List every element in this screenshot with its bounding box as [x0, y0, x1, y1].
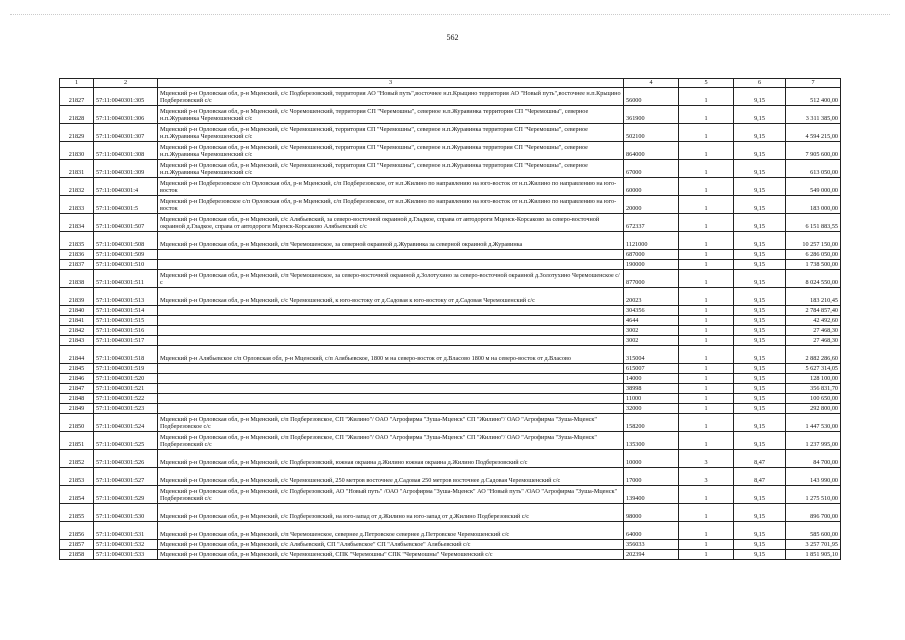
- parcel-area: 3002: [624, 336, 679, 346]
- table-row: [60, 260, 841, 270]
- table-row: [60, 468, 841, 486]
- parcel-description: [158, 326, 624, 336]
- table-row: [60, 316, 841, 326]
- parcel-area: 10000: [624, 450, 679, 468]
- cadastral-number: 57:11:0040301:524: [94, 414, 158, 432]
- row-number: 21829: [60, 124, 94, 142]
- parcel-count: 1: [679, 250, 734, 260]
- parcel-area: 672337: [624, 214, 679, 232]
- table-row: [60, 306, 841, 316]
- row-number: 21847: [60, 384, 94, 394]
- parcel-value: 143 990,00: [786, 468, 841, 486]
- parcel-rate: 9,15: [734, 384, 786, 394]
- cadastral-number: 57:11:0040301:520: [94, 374, 158, 384]
- row-number: 21854: [60, 486, 94, 504]
- table-row: [60, 160, 841, 178]
- parcel-rate: 9,15: [734, 404, 786, 414]
- table-row: [60, 540, 841, 550]
- parcel-count: 3: [679, 468, 734, 486]
- parcel-count: 1: [679, 384, 734, 394]
- parcel-count: 1: [679, 486, 734, 504]
- row-number: 21830: [60, 142, 94, 160]
- parcel-area: 190000: [624, 260, 679, 270]
- parcel-rate: 9,15: [734, 504, 786, 522]
- cadastral-number: 57:11:0040301:516: [94, 326, 158, 336]
- parcel-value: 128 100,00: [786, 374, 841, 384]
- parcel-description: Мценский р-н Орловская обл, р-н Мценский, с/п Черемошенское, севернее д.Петровское севернее д.Петровское Черемошенский с/с: [158, 522, 624, 540]
- cadastral-number: 57:11:0040301:526: [94, 450, 158, 468]
- cadastral-number: 57:11:0040301:508: [94, 232, 158, 250]
- parcel-value: 27 468,30: [786, 336, 841, 346]
- parcel-value: 42 492,60: [786, 316, 841, 326]
- parcel-value: 3 311 385,00: [786, 106, 841, 124]
- parcel-count: 1: [679, 306, 734, 316]
- parcel-area: 32000: [624, 404, 679, 414]
- row-number: 21828: [60, 106, 94, 124]
- cadastral-number: 57:11:0040301:527: [94, 468, 158, 486]
- parcel-area: 502100: [624, 124, 679, 142]
- parcel-value: 6 286 050,00: [786, 250, 841, 260]
- parcel-count: 1: [679, 106, 734, 124]
- row-number: 21838: [60, 270, 94, 288]
- parcel-count: 1: [679, 88, 734, 106]
- parcel-area: 4644: [624, 316, 679, 326]
- table-row: [60, 124, 841, 142]
- row-number: 21833: [60, 196, 94, 214]
- parcel-rate: 9,15: [734, 250, 786, 260]
- cadastral-number: 57:11:0040301:529: [94, 486, 158, 504]
- row-number: 21827: [60, 88, 94, 106]
- table-row: [60, 404, 841, 414]
- scan-artifact-line: [10, 14, 890, 17]
- header-col-7: 7: [786, 79, 841, 88]
- row-number: 21839: [60, 288, 94, 306]
- row-number: 21846: [60, 374, 94, 384]
- parcel-value: 549 000,00: [786, 178, 841, 196]
- table-row: [60, 522, 841, 540]
- parcel-count: 1: [679, 394, 734, 404]
- parcel-count: 1: [679, 540, 734, 550]
- parcel-description: Мценский р-н Орловская обл, р-н Мценский, с/с Подберезовский, территория АО "Новый путь",восточнее н.п.Крыцино территория АО "Новый путь",восточнее н.п.Крыцино Подберезовский с/с: [158, 88, 624, 106]
- table-row: [60, 88, 841, 106]
- cadastral-number: 57:11:0040301:532: [94, 540, 158, 550]
- cadastral-number: 57:11:0040301:517: [94, 336, 158, 346]
- parcel-rate: 9,15: [734, 288, 786, 306]
- cadastral-number: 57:11:0040301:521: [94, 384, 158, 394]
- row-number: 21832: [60, 178, 94, 196]
- parcel-description: [158, 250, 624, 260]
- row-number: 21853: [60, 468, 94, 486]
- parcel-count: 1: [679, 550, 734, 560]
- parcel-description: [158, 364, 624, 374]
- parcel-rate: 9,15: [734, 522, 786, 540]
- parcel-area: 17000: [624, 468, 679, 486]
- cadastral-number: 57:11:0040301:507: [94, 214, 158, 232]
- parcel-rate: 9,15: [734, 214, 786, 232]
- header-col-4: 4: [624, 79, 679, 88]
- row-number: 21852: [60, 450, 94, 468]
- row-number: 21855: [60, 504, 94, 522]
- header-col-1: 1: [60, 79, 94, 88]
- parcel-description: [158, 336, 624, 346]
- parcel-area: 615007: [624, 364, 679, 374]
- parcel-description: [158, 374, 624, 384]
- cadastral-number: 57:11:0040301:514: [94, 306, 158, 316]
- row-number: 21858: [60, 550, 94, 560]
- cadastral-number: 57:11:0040301:307: [94, 124, 158, 142]
- parcel-count: 1: [679, 374, 734, 384]
- parcel-value: 183 210,45: [786, 288, 841, 306]
- land-parcel-table: [59, 78, 841, 560]
- parcel-area: 304356: [624, 306, 679, 316]
- parcel-count: 1: [679, 160, 734, 178]
- parcel-description: [158, 316, 624, 326]
- parcel-value: 5 627 314,05: [786, 364, 841, 374]
- table-row: [60, 364, 841, 374]
- cadastral-number: 57:11:0040301:4: [94, 178, 158, 196]
- parcel-value: 8 024 550,00: [786, 270, 841, 288]
- parcel-rate: 8,47: [734, 450, 786, 468]
- parcel-description: Мценский р-н Подберезовское с/п Орловская обл, р-н Мценский, с/п Подберезовское, от н.п.Жилино по направлению на юго-восток от н.п.Жилино по направлению на юго-восток: [158, 178, 624, 196]
- parcel-description: Мценский р-н Подберезовское с/п Орловская обл, р-н Мценский, с/п Подберезовское, от н.п.Жилино по направлению на юго-восток от н.п.Жилино по направлению на юго-восток: [158, 196, 624, 214]
- parcel-area: 3002: [624, 326, 679, 336]
- parcel-area: 20000: [624, 196, 679, 214]
- parcel-count: 1: [679, 124, 734, 142]
- parcel-rate: 9,15: [734, 336, 786, 346]
- parcel-value: 1 237 995,00: [786, 432, 841, 450]
- parcel-rate: 9,15: [734, 326, 786, 336]
- row-number: 21834: [60, 214, 94, 232]
- parcel-value: 2 882 286,60: [786, 346, 841, 364]
- parcel-area: 315004: [624, 346, 679, 364]
- parcel-area: 98000: [624, 504, 679, 522]
- table-row: [60, 374, 841, 384]
- parcel-count: 1: [679, 522, 734, 540]
- row-number: 21849: [60, 404, 94, 414]
- parcel-description: Мценский р-н Алябьевское с/п Орловская обл, р-н Мценский, с/п Алябьевское, 1800 м на северо-восток от д.Власово 1800 м на северо-восток от д.Власово: [158, 346, 624, 364]
- table-row: [60, 504, 841, 522]
- parcel-count: 1: [679, 142, 734, 160]
- table-row: [60, 270, 841, 288]
- parcel-count: 1: [679, 414, 734, 432]
- parcel-rate: 9,15: [734, 306, 786, 316]
- parcel-description: [158, 260, 624, 270]
- parcel-value: 512 400,00: [786, 88, 841, 106]
- parcel-value: 1 738 500,00: [786, 260, 841, 270]
- header-col-5: 5: [679, 79, 734, 88]
- row-number: 21840: [60, 306, 94, 316]
- parcel-value: 3 257 701,95: [786, 540, 841, 550]
- parcel-rate: 9,15: [734, 124, 786, 142]
- parcel-description: [158, 404, 624, 414]
- parcel-description: [158, 384, 624, 394]
- row-number: 21843: [60, 336, 94, 346]
- parcel-description: Мценский р-н Орловская обл, р-н Мценский, с/с Алябьевский, за северо-восточной окраиной д.Гладкое, справа от автодороги Мценск-Корсаково за северо-восточной окраиной д.Гладкое, справа от автодороги Мценск-Корсаково Алябьевский с/с: [158, 214, 624, 232]
- parcel-description: Мценский р-н Орловская обл, р-н Мценский, с/с Черемошенский, территория СП "Черемошны", северное н.п.Журавинка территория СП "Черемошны", северное н.п.Журавинка Черемошенский с/с: [158, 142, 624, 160]
- parcel-description: Мценский р-н Орловская обл, р-н Мценский, с/с Черемошенский, территория СП "Черемошны", северное н.п.Журавинка территория СП "Черемошны", северное н.п.Журавинка Черемошенский с/с: [158, 160, 624, 178]
- row-number: 21842: [60, 326, 94, 336]
- row-number: 21841: [60, 316, 94, 326]
- parcel-value: 7 905 600,00: [786, 142, 841, 160]
- header-col-3: 3: [158, 79, 624, 88]
- table-row: [60, 196, 841, 214]
- parcel-value: 84 700,00: [786, 450, 841, 468]
- parcel-rate: 9,15: [734, 346, 786, 364]
- parcel-value: 4 594 215,00: [786, 124, 841, 142]
- parcel-count: 1: [679, 326, 734, 336]
- parcel-value: 100 650,00: [786, 394, 841, 404]
- parcel-area: 60000: [624, 178, 679, 196]
- table-row: [60, 142, 841, 160]
- parcel-rate: 9,15: [734, 178, 786, 196]
- parcel-value: 1 851 905,10: [786, 550, 841, 560]
- parcel-rate: 9,15: [734, 414, 786, 432]
- row-number: 21836: [60, 250, 94, 260]
- table-row: [60, 394, 841, 404]
- header-col-6: 6: [734, 79, 786, 88]
- row-number: 21850: [60, 414, 94, 432]
- cadastral-number: 57:11:0040301:309: [94, 160, 158, 178]
- parcel-area: 1121000: [624, 232, 679, 250]
- parcel-area: 877000: [624, 270, 679, 288]
- cadastral-number: 57:11:0040301:519: [94, 364, 158, 374]
- parcel-value: 1 275 510,00: [786, 486, 841, 504]
- parcel-value: 27 468,30: [786, 326, 841, 336]
- cadastral-number: 57:11:0040301:510: [94, 260, 158, 270]
- parcel-description: Мценский р-н Орловская обл, р-н Мценский, с/с Черемошенский, к юго-востоку от д.Садовая к юго-востоку от д.Садовая Черемошенский с/с: [158, 288, 624, 306]
- parcel-count: 1: [679, 364, 734, 374]
- table-row: [60, 326, 841, 336]
- parcel-count: 1: [679, 178, 734, 196]
- cadastral-number: 57:11:0040301:518: [94, 346, 158, 364]
- parcel-area: 158200: [624, 414, 679, 432]
- table-row: [60, 346, 841, 364]
- parcel-count: 1: [679, 214, 734, 232]
- parcel-description: Мценский р-н Орловская обл, р-н Мценский, с/с Черемошенский, СПК "Черемошны" СПК "Черемошны" Черемошенский с/с: [158, 550, 624, 560]
- parcel-rate: 9,15: [734, 316, 786, 326]
- parcel-value: 1 447 530,00: [786, 414, 841, 432]
- parcel-count: 1: [679, 336, 734, 346]
- cadastral-number: 57:11:0040301:5: [94, 196, 158, 214]
- parcel-count: 1: [679, 260, 734, 270]
- row-number: 21848: [60, 394, 94, 404]
- parcel-area: 67000: [624, 160, 679, 178]
- parcel-rate: 9,15: [734, 142, 786, 160]
- table-row: [60, 450, 841, 468]
- cadastral-number: 57:11:0040301:522: [94, 394, 158, 404]
- parcel-description: Мценский р-н Орловская обл, р-н Мценский, с/с Подберезовский, южная окраина д.Жилино южная окраина д.Жилино Подберезовский с/с: [158, 450, 624, 468]
- table-row: [60, 414, 841, 432]
- parcel-count: 1: [679, 316, 734, 326]
- parcel-description: Мценский р-н Орловская обл, р-н Мценский, с/с Черемошенский, территория СП "Черемошны", северное н.п.Журавинка территория СП "Черемошны", северное н.п.Журавинка Черемошенский с/с: [158, 124, 624, 142]
- parcel-value: 292 800,00: [786, 404, 841, 414]
- parcel-rate: 9,15: [734, 374, 786, 384]
- parcel-count: 1: [679, 346, 734, 364]
- cadastral-number: 57:11:0040301:525: [94, 432, 158, 450]
- table-row: [60, 384, 841, 394]
- row-number: 21857: [60, 540, 94, 550]
- parcel-value: 10 257 150,00: [786, 232, 841, 250]
- table-row: [60, 178, 841, 196]
- parcel-count: 1: [679, 270, 734, 288]
- table-row: [60, 250, 841, 260]
- parcel-description: Мценский р-н Орловская обл, р-н Мценский, с/п Подберезовское, СП "Жилино"/ ОАО "Агрофирма "Зуша-Мценск" СП "Жилино"/ ОАО "Агрофирма "Зуша-Мценск" Подберезовский с/с: [158, 432, 624, 450]
- row-number: 21837: [60, 260, 94, 270]
- parcel-rate: 9,15: [734, 394, 786, 404]
- cadastral-number: 57:11:0040301:511: [94, 270, 158, 288]
- table-row: [60, 214, 841, 232]
- parcel-rate: 9,15: [734, 432, 786, 450]
- parcel-rate: 9,15: [734, 270, 786, 288]
- parcel-value: 183 000,00: [786, 196, 841, 214]
- parcel-value: 356 831,70: [786, 384, 841, 394]
- cadastral-number: 57:11:0040301:509: [94, 250, 158, 260]
- parcel-rate: 9,15: [734, 364, 786, 374]
- parcel-description: Мценский р-н Орловская обл, р-н Мценский, с/с Чоремошенский, территория СП "Черемошны", северное н.п.Журавинка территория СП "Черемошны", северное н.п.Журавинка Черемошенский с/с: [158, 106, 624, 124]
- row-number: 21851: [60, 432, 94, 450]
- parcel-description: Мценский р-н Орловская обл, р-н Мценский, с/с Подберезовский, АО "Новый путь" /ОАО "Агрофирма "Зуша-Мценск" АО "Новый путь" /ОАО "Агрофирма "Зуша-Мценск" Подберезовский с/с: [158, 486, 624, 504]
- row-number: 21845: [60, 364, 94, 374]
- parcel-area: 38998: [624, 384, 679, 394]
- cadastral-number: 57:11:0040301:306: [94, 106, 158, 124]
- parcel-rate: 9,15: [734, 160, 786, 178]
- parcel-area: 11000: [624, 394, 679, 404]
- table-row: [60, 336, 841, 346]
- parcel-area: 356033: [624, 540, 679, 550]
- parcel-area: 687000: [624, 250, 679, 260]
- parcel-description: Мценский р-н Орловская обл, р-н Мценский, с/п Черемошенское, за северной окраиной д.Журавинка за северной окраиной д.Журавинка: [158, 232, 624, 250]
- parcel-area: 864000: [624, 142, 679, 160]
- parcel-description: Мценский р-н Орловская обл, р-н Мценский, с/с Подберезовский, на юго-запад от д.Жилино на юго-запад от д.Жилино Подберезовский с/с: [158, 504, 624, 522]
- cadastral-number: 57:11:0040301:513: [94, 288, 158, 306]
- parcel-area: 139400: [624, 486, 679, 504]
- table-row: [60, 232, 841, 250]
- parcel-rate: 9,15: [734, 196, 786, 214]
- parcel-description: Мценский р-н Орловская обл, р-н Мценский, с/п Черемошенское, за северо-восточной окраиной д.Золотухино за северо-восточной окраиной д.Золотухино Черемошенское с/с: [158, 270, 624, 288]
- cadastral-number: 57:11:0040301:308: [94, 142, 158, 160]
- parcel-count: 1: [679, 196, 734, 214]
- parcel-rate: 9,15: [734, 88, 786, 106]
- table-row: [60, 486, 841, 504]
- cadastral-number: 57:11:0040301:305: [94, 88, 158, 106]
- parcel-description: [158, 394, 624, 404]
- parcel-area: 56000: [624, 88, 679, 106]
- table-row: [60, 432, 841, 450]
- parcel-rate: 9,15: [734, 540, 786, 550]
- parcel-area: 14000: [624, 374, 679, 384]
- parcel-rate: 9,15: [734, 260, 786, 270]
- parcel-value: 2 784 857,40: [786, 306, 841, 316]
- parcel-value: 6 151 883,55: [786, 214, 841, 232]
- table-body: [60, 88, 841, 560]
- parcel-description: Мценский р-н Орловская обл, р-н Мценский, с/с Алябьевский, СП "Алябьевское" СП "Алябьевское" Алябьевский с/с: [158, 540, 624, 550]
- cadastral-number: 57:11:0040301:533: [94, 550, 158, 560]
- parcel-area: 361900: [624, 106, 679, 124]
- parcel-value: 896 700,00: [786, 504, 841, 522]
- table-row: [60, 288, 841, 306]
- parcel-rate: 8,47: [734, 468, 786, 486]
- row-number: 21835: [60, 232, 94, 250]
- header-col-2: 2: [94, 79, 158, 88]
- parcel-count: 1: [679, 404, 734, 414]
- parcel-count: 1: [679, 504, 734, 522]
- parcel-area: 135300: [624, 432, 679, 450]
- parcel-rate: 9,15: [734, 106, 786, 124]
- row-number: 21856: [60, 522, 94, 540]
- cadastral-number: 57:11:0040301:515: [94, 316, 158, 326]
- cadastral-number: 57:11:0040301:523: [94, 404, 158, 414]
- row-number: 21831: [60, 160, 94, 178]
- parcel-area: 64000: [624, 522, 679, 540]
- parcel-description: Мценский р-н Орловская обл, р-н Мценский, с/с Черемошенский, 250 метров восточнее д.Садовая 250 метров восточнее д.Садовая Черемошенский с/с: [158, 468, 624, 486]
- parcel-area: 202394: [624, 550, 679, 560]
- parcel-count: 3: [679, 450, 734, 468]
- table-row: [60, 106, 841, 124]
- header-row: [60, 79, 841, 88]
- parcel-area: 20023: [624, 288, 679, 306]
- parcel-count: 1: [679, 432, 734, 450]
- cadastral-number: 57:11:0040301:531: [94, 522, 158, 540]
- table-row: [60, 550, 841, 560]
- parcel-rate: 9,15: [734, 486, 786, 504]
- cadastral-number: 57:11:0040301:530: [94, 504, 158, 522]
- parcel-value: 613 050,00: [786, 160, 841, 178]
- parcel-value: 585 600,00: [786, 522, 841, 540]
- parcel-description: Мценский р-н Орловская обл, р-н Мценский, с/п Подберезовское, СП "Жилино"/ ОАО "Агрофирма "Зуша-Мценск" СП "Жилино"/ ОАО "Агрофирма "Зуша-Мценск" Подберезовское с/с: [158, 414, 624, 432]
- row-number: 21844: [60, 346, 94, 364]
- parcel-rate: 9,15: [734, 232, 786, 250]
- parcel-count: 1: [679, 288, 734, 306]
- parcel-rate: 9,15: [734, 550, 786, 560]
- parcel-count: 1: [679, 232, 734, 250]
- page-number: 562: [446, 33, 459, 42]
- parcel-description: [158, 306, 624, 316]
